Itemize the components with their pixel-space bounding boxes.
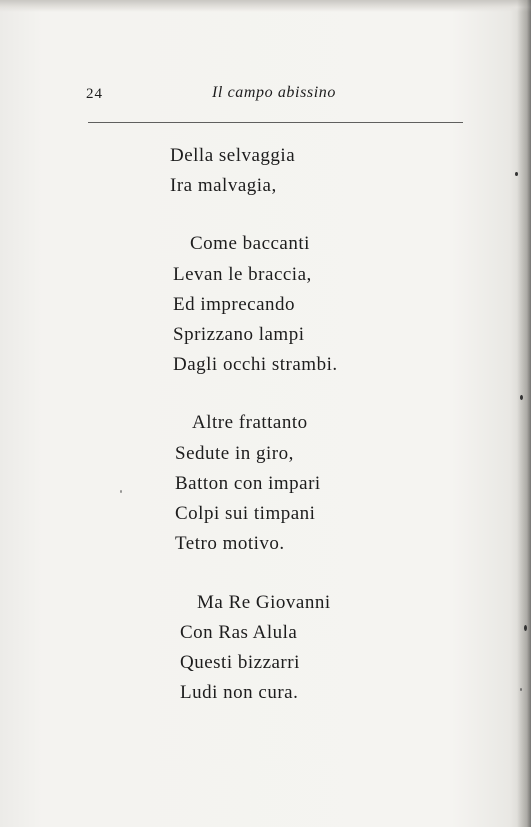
ink-speck — [515, 172, 518, 176]
poem-line: Ma Re Giovanni — [197, 592, 331, 613]
page-top-edge — [0, 0, 531, 12]
poem-line: Altre frattanto — [192, 412, 308, 433]
ink-speck — [520, 395, 523, 400]
ink-speck — [524, 625, 527, 631]
poem-line: Con Ras Alula — [180, 622, 298, 643]
poem-line: Sedute in giro, — [175, 443, 294, 464]
poem-line: Colpi sui timpani — [175, 503, 316, 524]
poem-line: Tetro motivo. — [175, 533, 285, 554]
poem-line: Ed imprecando — [173, 294, 296, 315]
header-rule — [88, 122, 463, 123]
poem-line: Questi bizzarri — [180, 652, 300, 673]
page-binding-shadow — [517, 0, 531, 827]
poem-line: Della selvaggia — [170, 145, 296, 166]
running-title: Il campo abissino — [212, 84, 336, 101]
ink-speck — [520, 688, 522, 691]
poem-line: Batton con impari — [175, 473, 321, 494]
poem-line: Ira malvagia, — [170, 175, 277, 196]
poem-line: Dagli occhi strambi. — [173, 354, 338, 375]
poem-line: Ludi non cura. — [180, 682, 299, 703]
poem-line: Levan le braccia, — [173, 264, 312, 285]
page-number: 24 — [86, 86, 103, 102]
ink-speck — [120, 490, 122, 493]
poem-line: Sprizzano lampi — [173, 324, 305, 345]
poem-line: Come baccanti — [190, 233, 310, 254]
